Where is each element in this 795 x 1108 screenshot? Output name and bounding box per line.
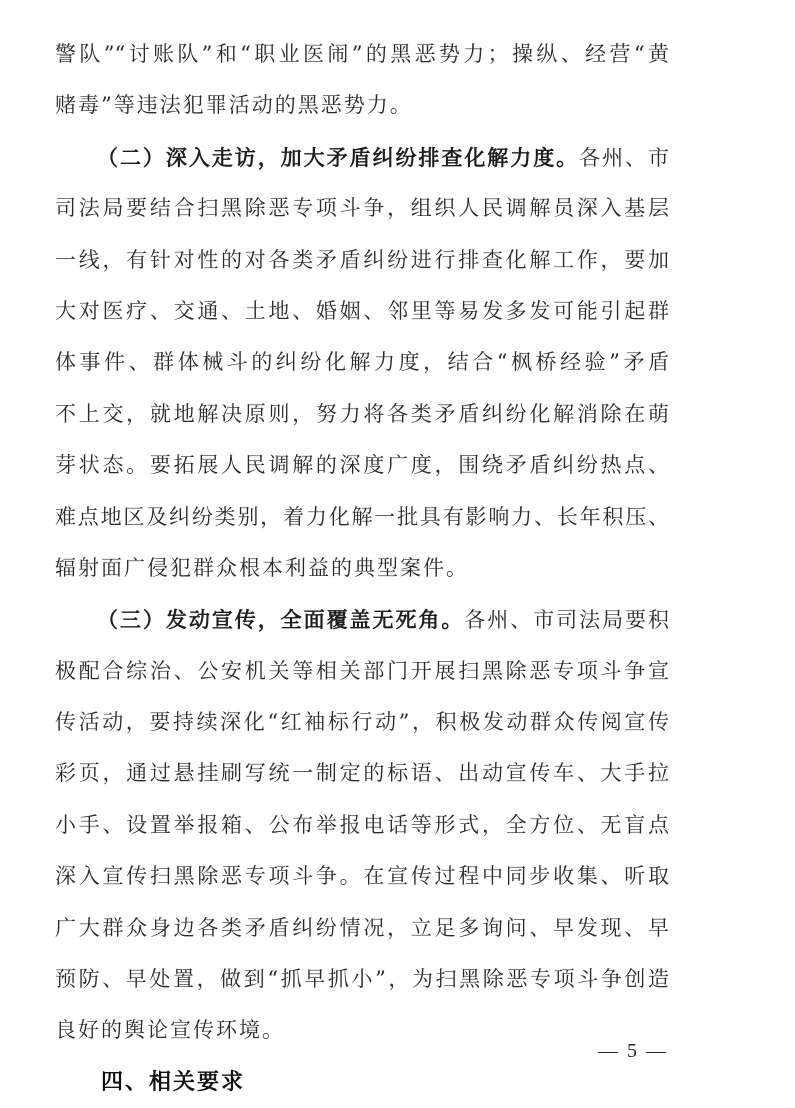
line-text: 司法局要结合扫黑除恶专项斗争，组织人民调解员深入基层 — [55, 196, 669, 221]
text-line — [55, 1005, 669, 1056]
line-text: 彩页，通过悬挂刷写统一制定的标语、出动宣传车、大手拉 — [55, 761, 669, 786]
text-line — [55, 903, 669, 954]
line-text: 良好的舆论宣传环境。 — [55, 1018, 285, 1043]
paragraph-lead-heading: （二）深入走访，加大矛盾纠纷排查化解力度。 — [97, 144, 580, 170]
text-line — [55, 80, 669, 131]
text-line — [55, 800, 669, 851]
text-line — [55, 954, 669, 1005]
page-number: — 5 — — [598, 1040, 668, 1062]
paragraph-lead-heading: （三）发动宣传，全面覆盖无死角。 — [97, 607, 465, 633]
line-text: 辐射面广侵犯群众根本利益的典型案件。 — [55, 555, 469, 580]
line-text: 极配合综治、公安机关等相关部门开展扫黑除恶专项斗争宣 — [55, 658, 669, 683]
text-line — [55, 337, 669, 388]
text-line — [55, 440, 669, 491]
line-text: 体事件、群体械斗的纠纷化解力度，结合“枫桥经验”矛盾 — [55, 350, 669, 375]
line-text: 各州、市司法局要积 — [464, 608, 670, 633]
section-heading: 四、相关要求 — [101, 1069, 246, 1095]
line-text: 赌毒”等违法犯罪活动的黑恶势力。 — [55, 93, 413, 118]
text-line — [55, 697, 669, 748]
text-line — [55, 183, 669, 234]
line-text: 预防、早处置，做到“抓早抓小”，为扫黑除恶专项斗争创造 — [55, 967, 669, 992]
paragraph — [55, 594, 669, 1057]
document-body — [55, 29, 669, 1108]
text-line — [55, 389, 669, 440]
line-text: 小手、设置举报箱、公布举报电话等形式，全方位、无盲点 — [55, 812, 669, 837]
line-text: 广大群众身边各类矛盾纠纷情况，立足多询问、早发现、早 — [55, 915, 669, 940]
line-text: 不上交，就地解决原则，努力将各类矛盾纠纷化解消除在萌 — [55, 401, 669, 426]
line-text: 深入宣传扫黑除恶专项斗争。在宣传过程中同步收集、听取 — [55, 864, 669, 889]
text-line — [55, 235, 669, 286]
text-line — [55, 646, 669, 697]
text-line — [55, 132, 669, 183]
paragraph — [55, 132, 669, 595]
line-text: 一线，有针对性的对各类矛盾纠纷进行排查化解工作，要加 — [55, 247, 669, 272]
line-text: 传活动，要持续深化“红袖标行动”，积极发动群众传阅宣传 — [55, 710, 669, 735]
line-text: 大对医疗、交通、土地、婚姻、邻里等易发多发可能引起群 — [55, 298, 669, 323]
text-line — [55, 543, 669, 594]
paragraph — [55, 29, 669, 132]
text-line — [55, 851, 669, 902]
text-line — [55, 286, 669, 337]
line-text: 警队”“讨账队”和“职业医闹”的黑恶势力；操纵、经营“黄 — [55, 42, 669, 66]
text-line — [55, 748, 669, 799]
line-text: 难点地区及纠纷类别，着力化解一批具有影响力、长年积压、 — [55, 504, 669, 529]
text-line — [55, 29, 669, 80]
line-text: 各州、市 — [579, 145, 669, 170]
text-line — [55, 492, 669, 543]
line-text: 芽状态。要拓展人民调解的深度广度，围绕矛盾纠纷热点、 — [55, 453, 669, 478]
text-line — [55, 594, 669, 645]
